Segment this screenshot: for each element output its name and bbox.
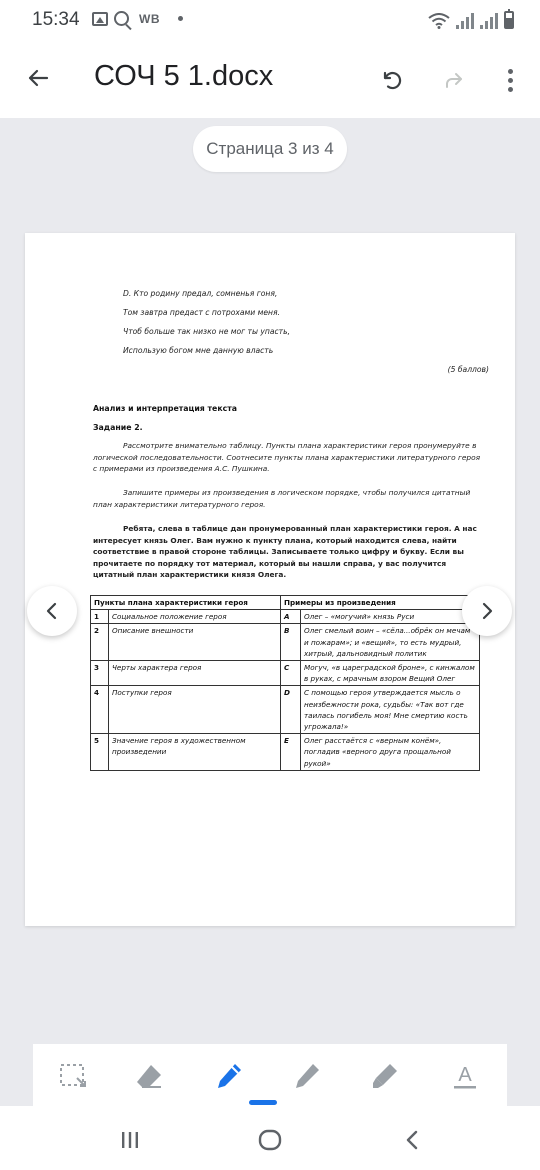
active-tool-indicator [249, 1100, 277, 1105]
plan-table [90, 595, 480, 771]
section-title: Анализ и интерпретация текста [93, 404, 238, 413]
task-paragraph-3: Ребята, слева в таблице дан пронумерованный план характеристики героя. А нас интересует князь Олег. Вам нужно к пункту плана, который находится слева, найти соответствие в правой стороне таблицы. Записываете только цифру и букву. Если вы прочитаете по порядку тот материал, который вы нашли справа, у вас получится цитатный план характеристики князя Олега. [93, 524, 477, 580]
select-area-tool[interactable] [55, 1058, 91, 1094]
signal-icon [456, 13, 474, 29]
notification-dot-icon [178, 16, 183, 21]
example-text: Олег – «могучий» князь Руси [301, 610, 480, 624]
text-tool-label: A [458, 1064, 472, 1086]
recents-icon [118, 1128, 142, 1152]
select-area-icon [59, 1062, 87, 1090]
recents-button[interactable] [112, 1122, 148, 1158]
example-text: Могуч, «в цареградской броне», с кинжалом в руках, с мрачным взором Вещий Олег [301, 661, 480, 686]
table-row [91, 610, 480, 624]
redo-icon [442, 68, 466, 92]
text-tool[interactable] [447, 1058, 483, 1094]
table-header: Примеры из произведения [281, 596, 480, 610]
status-right-icons [428, 11, 514, 29]
highlighter-tool[interactable] [367, 1058, 403, 1094]
chevron-left-icon [42, 601, 62, 621]
wifi-icon [428, 13, 450, 29]
undo-icon [380, 68, 404, 92]
task-title: Задание 2. [93, 423, 143, 432]
row-number: 1 [91, 610, 109, 624]
row-number: 5 [91, 734, 109, 771]
home-button[interactable] [252, 1122, 288, 1158]
signal-icon-2 [480, 13, 498, 29]
next-page-button[interactable] [462, 586, 512, 636]
points-label: (5 баллов) [447, 365, 489, 374]
example-letter: A [281, 610, 301, 624]
status-bar [0, 0, 540, 40]
document-page[interactable] [25, 233, 515, 926]
row-number: 4 [91, 686, 109, 734]
row-number: 3 [91, 661, 109, 686]
task-paragraph-1: Рассмотрите внимательно таблицу. Пункты плана характеристики героя пронумеруйте в логической последовательности. Соотнесите пункты плана характеристики литературного героя с примерами из произведения А.С. Пушкина. [93, 441, 481, 474]
highlighter-icon [370, 1061, 400, 1091]
status-time: 15:34 [32, 9, 80, 30]
back-button[interactable] [18, 58, 58, 98]
plan-item: Социальное положение героя [109, 610, 281, 624]
example-letter: E [281, 734, 301, 771]
example-letter: C [281, 661, 301, 686]
system-navigation-bar [0, 1106, 540, 1170]
plan-item: Черты характера героя [109, 661, 281, 686]
battery-icon [504, 11, 514, 29]
document-title: СОЧ 5 1.docx [94, 60, 274, 92]
table-header-row [91, 596, 480, 610]
home-icon [257, 1127, 283, 1153]
back-icon [400, 1128, 424, 1152]
eraser-icon [134, 1061, 164, 1091]
wb-label: WB [139, 11, 160, 26]
app-bar [0, 40, 540, 118]
plan-item: Описание внешности [109, 624, 281, 661]
task-paragraph-2: Запишите примеры из произведения в логическом порядке, чтобы получился цитатный план характеристики литературного героя. [93, 488, 471, 509]
status-left-icons [92, 11, 183, 26]
undo-button[interactable] [372, 60, 412, 100]
table-header: Пункты плана характеристики героя [91, 596, 281, 610]
poem-line: D. Кто родину предал, сомненья гоня, [123, 289, 278, 298]
text-icon [451, 1061, 479, 1091]
plan-item: Значение героя в художественном произведении [109, 734, 281, 771]
system-back-button[interactable] [394, 1122, 430, 1158]
gallery-icon [92, 12, 108, 26]
eraser-tool[interactable] [131, 1058, 167, 1094]
example-text: Олег смелый воин – «сёла...обрёк он мечам и пожарам»; и «вещий», то есть мудрый, хитрый, дальновидный политик [301, 624, 480, 661]
search-icon [114, 11, 129, 26]
page-indicator: Страница 3 из 4 [193, 126, 347, 172]
row-number: 2 [91, 624, 109, 661]
plan-item: Поступки героя [109, 686, 281, 734]
back-arrow-icon [26, 66, 50, 90]
previous-page-button[interactable] [27, 586, 77, 636]
annotation-toolbar [33, 1044, 507, 1106]
redo-button[interactable] [434, 60, 474, 100]
poem-line: Чтоб больше так низко не мог ты упасть, [123, 327, 290, 336]
example-letter: B [281, 624, 301, 661]
table-row [91, 734, 480, 771]
table-row [91, 661, 480, 686]
more-options-button[interactable] [494, 60, 526, 100]
more-vert-icon [508, 69, 513, 74]
poem-line: Том завтра предаст с потрохами меня. [123, 308, 280, 317]
example-text: С помощью героя утверждается мысль о неизбежности рока, судьбы: «Так вот где таилась погибель моя! Мне смертию кость угрожала!» [301, 686, 480, 734]
pencil-tool[interactable] [289, 1058, 325, 1094]
poem-line: Использую богом мне данную власть [123, 346, 274, 355]
pen-tool[interactable] [211, 1058, 247, 1094]
example-text: Олег расстаётся с «верным конём», погладив «верного друга прощальной рукой» [301, 734, 480, 771]
table-row [91, 624, 480, 661]
chevron-right-icon [477, 601, 497, 621]
example-letter: D [281, 686, 301, 734]
table-row [91, 686, 480, 734]
pen-icon [214, 1061, 244, 1091]
pencil-icon [292, 1061, 322, 1091]
